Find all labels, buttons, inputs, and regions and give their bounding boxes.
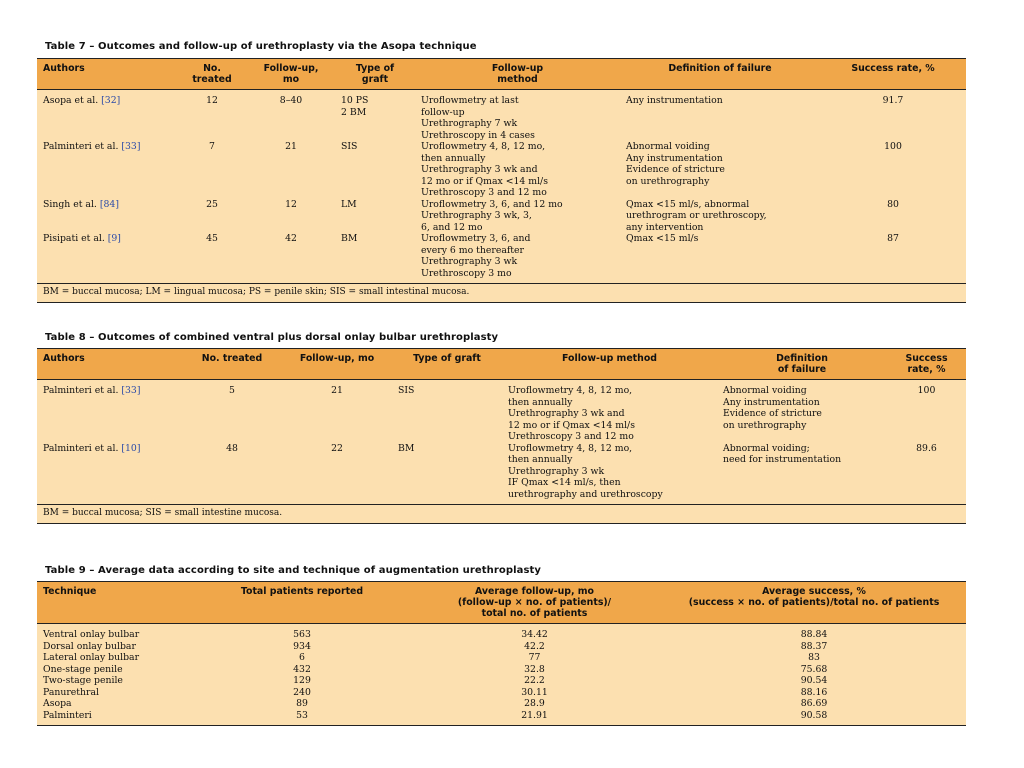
- table-row: [37, 380, 966, 443]
- success-cell: 75.68: [662, 664, 966, 676]
- table7-body: [37, 90, 966, 284]
- author-cell: [37, 233, 177, 284]
- table-row: [37, 233, 966, 284]
- author-name: Pisipati et al.: [43, 233, 105, 244]
- follow-up-cell: 21.91: [407, 710, 662, 726]
- author-cell: [37, 141, 177, 199]
- graft-cell: SIS: [335, 141, 415, 199]
- technique-cell: Ventral onlay bulbar: [37, 624, 197, 641]
- author-name: Palminteri et al.: [43, 141, 119, 152]
- table8-footnote: BM = buccal mucosa; SIS = small intestine mucosa.: [37, 505, 966, 524]
- reference-link: [33]: [121, 385, 141, 396]
- follow-up-cell: 21: [282, 380, 392, 443]
- column-header: Type of graft: [392, 349, 502, 380]
- column-header: Success rate, %: [820, 59, 966, 90]
- method-cell: Uroflowmetry 4, 8, 12 mo, then annually Urethrography 3 wk and 12 mo or if Qmax <14 ml/s Urethroscopy 3 and 12 mo: [502, 380, 717, 443]
- author-cell: [37, 199, 177, 234]
- total-cell: 563: [197, 624, 407, 641]
- column-header: Definition of failure: [620, 59, 820, 90]
- table7-footnote: BM = buccal mucosa; LM = lingual mucosa; PS = penile skin; SIS = small intestinal mucosa.: [37, 284, 966, 303]
- column-header: No. treated: [177, 59, 247, 90]
- success-cell: 88.16: [662, 687, 966, 699]
- table8-body: [37, 380, 966, 505]
- graft-cell: 10 PS 2 BM: [335, 90, 415, 142]
- reference-link: [10]: [121, 442, 141, 454]
- success-cell: 83: [662, 652, 966, 664]
- success-cell: 88.84: [662, 624, 966, 641]
- technique-cell: Dorsal onlay bulbar: [37, 641, 197, 653]
- author-name: Asopa et al.: [43, 95, 99, 106]
- reference-link: [84]: [99, 198, 119, 210]
- table-row: [37, 698, 966, 710]
- table7: [37, 58, 966, 303]
- table8: [37, 348, 966, 524]
- column-header: Authors: [37, 59, 177, 90]
- table-row: [37, 641, 966, 653]
- technique-cell: Lateral onlay bulbar: [37, 652, 197, 664]
- follow-up-cell: 8–40: [247, 90, 335, 142]
- method-cell: Uroflowmetry 3, 6, and 12 mo Urethrography 3 wk, 3, 6, and 12 mo: [415, 199, 620, 234]
- column-header: Technique: [37, 582, 197, 624]
- column-header: Average follow-up, mo (follow-up × no. of patients)/ total no. of patients: [407, 582, 662, 624]
- author-cell: [37, 443, 182, 505]
- column-header: Definition of failure: [717, 349, 887, 380]
- failure-cell: Any instrumentation: [620, 90, 820, 142]
- column-header: Authors: [37, 349, 182, 380]
- column-header: Follow-up, mo: [247, 59, 335, 90]
- total-cell: 934: [197, 641, 407, 653]
- follow-up-cell: 12: [247, 199, 335, 234]
- author-name: Singh et al.: [43, 198, 97, 210]
- technique-cell: Two-stage penile: [37, 675, 197, 687]
- follow-up-cell: 30.11: [407, 687, 662, 699]
- success-cell: 90.58: [662, 710, 966, 726]
- column-header: Type of graft: [335, 59, 415, 90]
- table-row: [37, 141, 966, 199]
- column-header: Follow-up method: [502, 349, 717, 380]
- treated-cell: 7: [177, 141, 247, 199]
- table9-header-row: [37, 582, 966, 624]
- reference-link: [33]: [121, 141, 141, 152]
- column-header: Total patients reported: [197, 582, 407, 624]
- success-cell: 90.54: [662, 675, 966, 687]
- follow-up-cell: 42: [247, 233, 335, 284]
- author-name: Palminteri et al.: [43, 385, 119, 396]
- table7-header-row: [37, 59, 966, 90]
- failure-cell: Qmax <15 ml/s, abnormal urethrogram or urethroscopy, any intervention: [620, 199, 820, 234]
- table-row: [37, 652, 966, 664]
- author-name: Palminteri et al.: [43, 442, 119, 454]
- table7-caption: Table 7 – Outcomes and follow-up of urethroplasty via the Asopa technique: [45, 41, 477, 52]
- total-cell: 6: [197, 652, 407, 664]
- total-cell: 432: [197, 664, 407, 676]
- total-cell: 129: [197, 675, 407, 687]
- total-cell: 89: [197, 698, 407, 710]
- success-cell: 88.37: [662, 641, 966, 653]
- method-cell: Uroflowmetry 4, 8, 12 mo, then annually Urethrography 3 wk and 12 mo or if Qmax <14 ml/s Urethroscopy 3 and 12 mo: [415, 141, 620, 199]
- graft-cell: BM: [392, 443, 502, 505]
- table9-caption: Table 9 – Average data according to site and technique of augmentation urethroplasty: [45, 565, 542, 576]
- method-cell: Uroflowmetry 3, 6, and every 6 mo thereafter Urethrography 3 wk Urethroscopy 3 mo: [415, 233, 620, 284]
- column-header: Average success, % (success × no. of patients)/total no. of patients: [662, 582, 966, 624]
- table-row: [37, 710, 966, 726]
- success-cell: 100: [820, 141, 966, 199]
- failure-cell: Abnormal voiding Any instrumentation Evidence of stricture on urethrography: [717, 380, 887, 443]
- table-row: [37, 199, 966, 234]
- table8-caption: Table 8 – Outcomes of combined ventral plus dorsal onlay bulbar urethroplasty: [45, 332, 499, 343]
- table-row: [37, 687, 966, 699]
- success-cell: 87: [820, 233, 966, 284]
- treated-cell: 25: [177, 199, 247, 234]
- method-cell: Uroflowmetry 4, 8, 12 mo, then annually Urethrography 3 wk IF Qmax <14 ml/s, then urethrography and urethroscopy: [502, 443, 717, 505]
- author-cell: [37, 90, 177, 142]
- method-cell: Uroflowmetry at last follow-up Urethrography 7 wk Urethroscopy in 4 cases: [415, 90, 620, 142]
- follow-up-cell: 28.9: [407, 698, 662, 710]
- author-cell: [37, 380, 182, 443]
- technique-cell: Asopa: [37, 698, 197, 710]
- technique-cell: One-stage penile: [37, 664, 197, 676]
- reference-link: [9]: [107, 233, 121, 244]
- column-header: Success rate, %: [887, 349, 966, 380]
- technique-cell: Palminteri: [37, 710, 197, 726]
- table-row: [37, 443, 966, 505]
- follow-up-cell: 34.42: [407, 624, 662, 641]
- success-cell: 91.7: [820, 90, 966, 142]
- table-row: [37, 675, 966, 687]
- success-cell: 89.6: [887, 443, 966, 505]
- table-row: [37, 624, 966, 641]
- follow-up-cell: 21: [247, 141, 335, 199]
- column-header: No. treated: [182, 349, 282, 380]
- failure-cell: Abnormal voiding Any instrumentation Evidence of stricture on urethrography: [620, 141, 820, 199]
- success-cell: 100: [887, 380, 966, 443]
- failure-cell: Qmax <15 ml/s: [620, 233, 820, 284]
- table9-body: [37, 624, 966, 726]
- table9: [37, 581, 966, 726]
- table8-header-row: [37, 349, 966, 380]
- total-cell: 53: [197, 710, 407, 726]
- success-cell: 86.69: [662, 698, 966, 710]
- treated-cell: 5: [182, 380, 282, 443]
- column-header: Follow-up method: [415, 59, 620, 90]
- follow-up-cell: 22: [282, 443, 392, 505]
- treated-cell: 12: [177, 90, 247, 142]
- technique-cell: Panurethral: [37, 687, 197, 699]
- total-cell: 240: [197, 687, 407, 699]
- table-row: [37, 664, 966, 676]
- graft-cell: LM: [335, 199, 415, 234]
- treated-cell: 48: [182, 443, 282, 505]
- treated-cell: 45: [177, 233, 247, 284]
- table-row: [37, 90, 966, 142]
- failure-cell: Abnormal voiding; need for instrumentation: [717, 443, 887, 505]
- graft-cell: SIS: [392, 380, 502, 443]
- reference-link: [32]: [101, 95, 121, 106]
- follow-up-cell: 42.2: [407, 641, 662, 653]
- follow-up-cell: 22.2: [407, 675, 662, 687]
- follow-up-cell: 32.8: [407, 664, 662, 676]
- column-header: Follow-up, mo: [282, 349, 392, 380]
- success-cell: 80: [820, 199, 966, 234]
- graft-cell: BM: [335, 233, 415, 284]
- follow-up-cell: 77: [407, 652, 662, 664]
